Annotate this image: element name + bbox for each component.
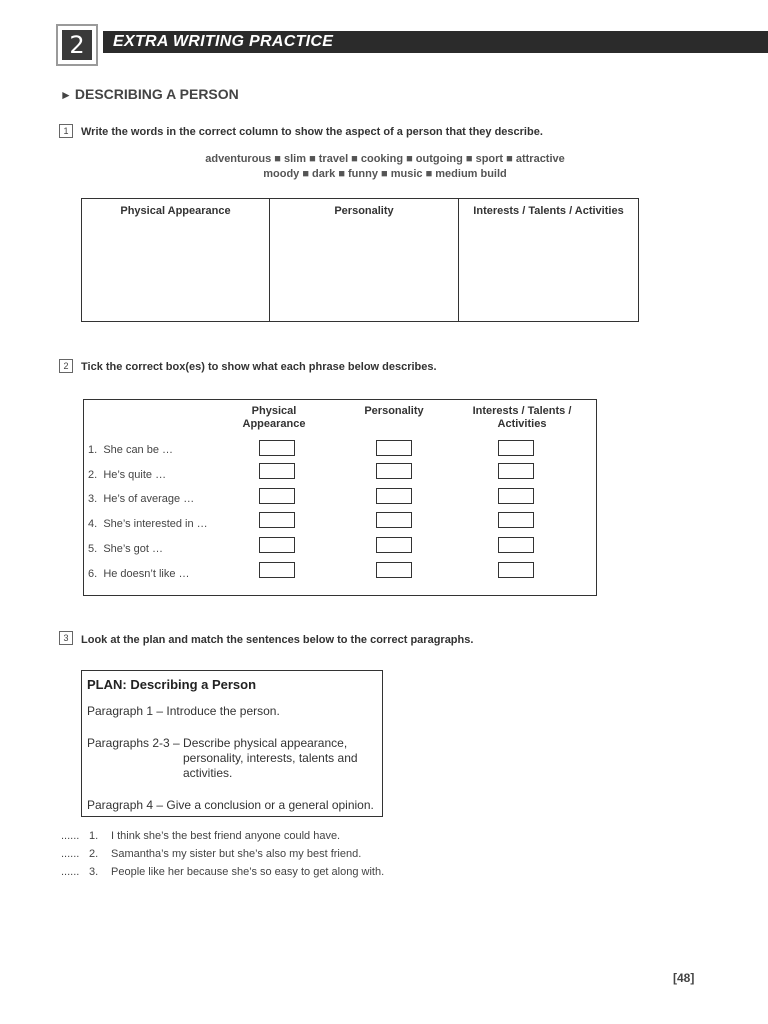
plan-paragraph-4: Paragraph 4 – Give a conclusion or a general opinion. <box>87 798 374 812</box>
plan-paragraphs-2-3-cont2: activities. <box>183 766 233 780</box>
item-text: She’s interested in … <box>103 518 208 530</box>
exercise-2-instruction: Tick the correct box(es) to show what each phrase below describes. <box>81 361 437 373</box>
exercise-2-number: 2 <box>59 359 73 373</box>
wordbank-line-1: adventurous ■ slim ■ travel ■ cooking ■ outgoing ■ sport ■ attractive <box>205 153 565 165</box>
tick-header-physical <box>234 405 314 431</box>
answer-blank[interactable]: ...... <box>61 830 80 842</box>
checkbox-physical-3[interactable] <box>259 488 295 504</box>
exercise-1-number: 1 <box>59 124 73 138</box>
item-text: She’s got … <box>103 543 164 555</box>
checkbox-physical-1[interactable] <box>259 440 295 456</box>
exercise-3-instruction: Look at the plan and match the sentences below to the correct paragraphs. <box>81 634 474 646</box>
checkbox-physical-4[interactable] <box>259 512 295 528</box>
wordbank-line-2: moody ■ dark ■ funny ■ music ■ medium build <box>263 168 507 180</box>
plan-paragraphs-2-3-cont: personality, interests, talents and <box>183 751 358 765</box>
plan-paragraph-1: Paragraph 1 – Introduce the person. <box>87 704 280 718</box>
item-number: 5. <box>88 543 98 555</box>
arrow-right-icon: ► <box>60 88 72 102</box>
sentence-text: Samantha’s my sister but she’s also my best friend. <box>111 848 362 860</box>
section-heading <box>60 86 239 102</box>
item-text: He’s quite … <box>103 469 167 481</box>
item-number: 4. <box>88 518 98 530</box>
column-personality[interactable]: Personality <box>270 199 459 322</box>
checkbox-physical-6[interactable] <box>259 562 295 578</box>
exercise-1-instruction: Write the words in the correct column to show the aspect of a person that they describe. <box>81 126 543 138</box>
item-number: 1. <box>88 444 98 456</box>
list-item <box>88 518 208 530</box>
checkbox-personality-6[interactable] <box>376 562 412 578</box>
checkbox-physical-5[interactable] <box>259 537 295 553</box>
plan-box <box>81 670 383 817</box>
page-title: EXTRA WRITING PRACTICE <box>113 33 334 50</box>
item-text: He’s of average … <box>103 493 195 505</box>
tick-header-interests <box>462 405 582 431</box>
item-text: She can be … <box>103 444 174 456</box>
column-interests[interactable]: Interests / Talents / Activities <box>459 199 639 322</box>
checkbox-interests-5[interactable] <box>498 537 534 553</box>
checkbox-interests-1[interactable] <box>498 440 534 456</box>
answer-blank[interactable]: ...... <box>61 848 80 860</box>
checkbox-personality-3[interactable] <box>376 488 412 504</box>
list-item <box>88 493 194 505</box>
exercise-3-number: 3 <box>59 631 73 645</box>
list-item <box>88 543 163 555</box>
tick-header-interests-line1: Interests / Talents / <box>472 405 572 417</box>
checkbox-personality-2[interactable] <box>376 463 412 479</box>
checkbox-physical-2[interactable] <box>259 463 295 479</box>
sentence-number: 3. <box>89 866 99 878</box>
unit-number-box <box>56 24 98 66</box>
tick-header-physical-line2: Appearance <box>242 418 306 430</box>
checkbox-interests-6[interactable] <box>498 562 534 578</box>
sentence-text: I think she’s the best friend anyone could have. <box>111 830 341 842</box>
item-number: 6. <box>88 568 98 580</box>
header-bar <box>103 31 768 53</box>
item-number: 2. <box>88 469 98 481</box>
tick-header-physical-line1: Physical <box>251 405 297 417</box>
tick-header-interests-line2: Activities <box>497 418 547 430</box>
item-number: 3. <box>88 493 98 505</box>
list-item <box>88 568 190 580</box>
classification-table <box>81 198 639 322</box>
plan-title: PLAN: Describing a Person <box>87 677 257 692</box>
checkbox-personality-1[interactable] <box>376 440 412 456</box>
unit-number: 2 <box>62 30 92 60</box>
sentence-number: 2. <box>89 848 99 860</box>
list-item <box>88 444 173 456</box>
item-text: He doesn’t like … <box>103 568 190 580</box>
tick-header-personality: Personality <box>364 405 424 417</box>
checkbox-personality-4[interactable] <box>376 512 412 528</box>
checkbox-personality-5[interactable] <box>376 537 412 553</box>
page-number: [48] <box>673 971 695 985</box>
answer-blank[interactable]: ...... <box>61 866 80 878</box>
section-title: DESCRIBING A PERSON <box>74 86 239 102</box>
checkbox-interests-3[interactable] <box>498 488 534 504</box>
sentence-text: People like her because she’s so easy to get along with. <box>111 866 385 878</box>
sentence-number: 1. <box>89 830 99 842</box>
plan-paragraphs-2-3: Paragraphs 2-3 – Describe physical appearance, <box>87 736 348 750</box>
list-item <box>88 469 166 481</box>
column-physical-appearance[interactable]: Physical Appearance <box>82 199 270 322</box>
checkbox-interests-2[interactable] <box>498 463 534 479</box>
checkbox-interests-4[interactable] <box>498 512 534 528</box>
